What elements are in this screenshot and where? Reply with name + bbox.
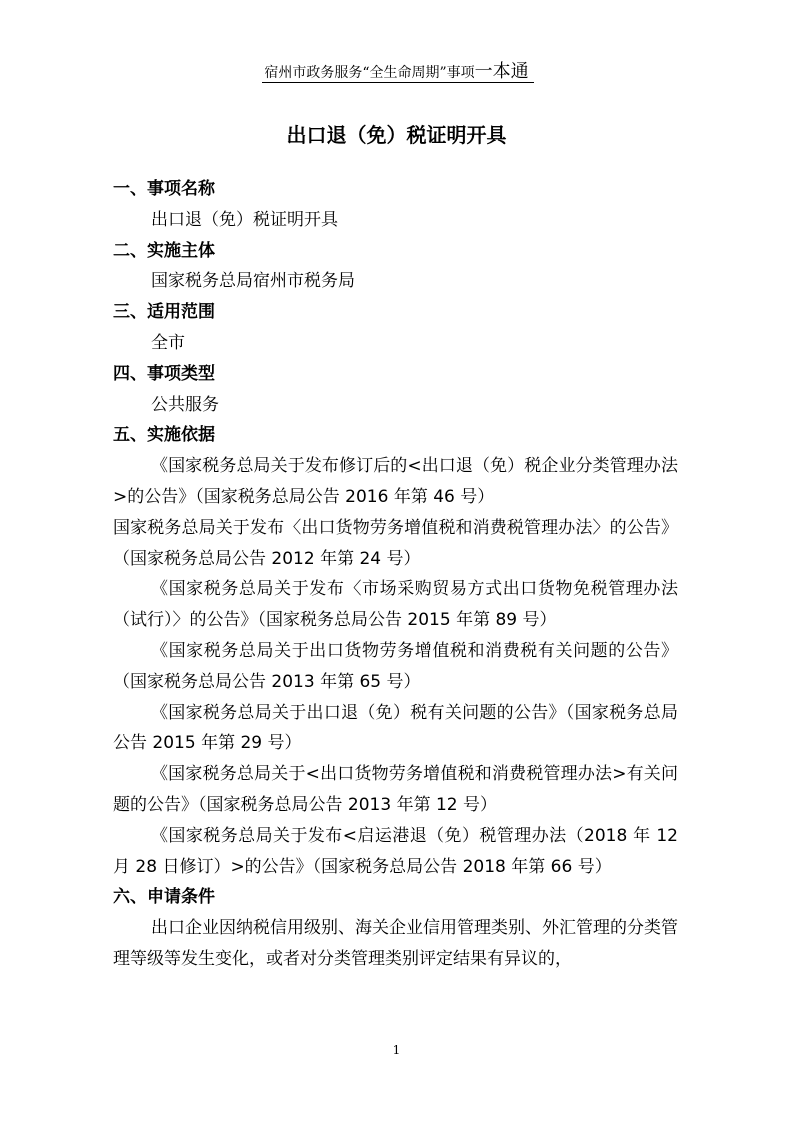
section-value: 全市 [151, 332, 185, 353]
page-header [0, 62, 793, 83]
section-value: 国家税务总局宿州市税务局 [151, 271, 355, 292]
section-implementing-body [113, 236, 678, 298]
condition-text: 出口企业因纳税信用级别、海关企业信用管理类别、外汇管理的分类管理等级等发生变化，或者对分类管理类别评定结果有异议的， [113, 918, 678, 969]
document-body [113, 174, 678, 975]
section-item-name [113, 174, 678, 236]
section-heading: 六、申请条件 [113, 887, 215, 908]
section-value: 公共服务 [151, 394, 219, 415]
section-heading: 二、实施主体 [113, 240, 215, 261]
section-value: 出口退（免）税证明开具 [151, 209, 338, 230]
section-heading: 一、事项名称 [113, 179, 215, 199]
section-heading: 五、实施依据 [113, 425, 215, 446]
header-underline [262, 82, 534, 83]
basis-item: 《国家税务总局关于发布〈市场采购贸易方式出口货物免税管理办法（试行）〉的公告》（国家税务总局公告 2015 年第 89 号） [113, 579, 678, 631]
section-heading: 四、事项类型 [113, 363, 215, 384]
section-item-type [113, 359, 678, 421]
basis-item: 《国家税务总局关于<出口货物劳务增值税和消费税管理办法>有关问题的公告》（国家税务总局公告 2013 年第 12 号） [113, 764, 678, 815]
basis-item: 国家税务总局关于发布〈出口货物劳务增值税和消费税管理办法〉的公告》（国家税务总局公告 2012 年第 24 号） [113, 517, 678, 569]
basis-item: 《国家税务总局关于发布修订后的<出口退（免）税企业分类管理办法>的公告》（国家税务总局公告 2016 年第 46 号） [113, 456, 678, 507]
section-scope [113, 297, 678, 359]
document-title: 出口退（免）税证明开具 [286, 123, 507, 147]
section-legal-basis [113, 420, 678, 882]
section-application-conditions [113, 882, 678, 974]
basis-item: 《国家税务总局关于出口退（免）税有关问题的公告》（国家税务总局公告 2015 年第 29 号） [113, 702, 678, 754]
basis-item: 《国家税务总局关于发布<启运港退（免）税管理办法（2018 年 12 月 28 日修订）>的公告》（国家税务总局公告 2018 年第 66 号） [113, 825, 678, 877]
section-heading: 三、适用范围 [113, 302, 215, 323]
header-text: 宿州市政务服务“全生命周期”事项 [264, 65, 475, 81]
header-text-large: 一本通 [474, 61, 529, 82]
page-number: 1 [392, 1043, 401, 1057]
basis-item: 《国家税务总局关于出口货物劳务增值税和消费税有关问题的公告》（国家税务总局公告 2013 年第 65 号） [113, 640, 678, 692]
